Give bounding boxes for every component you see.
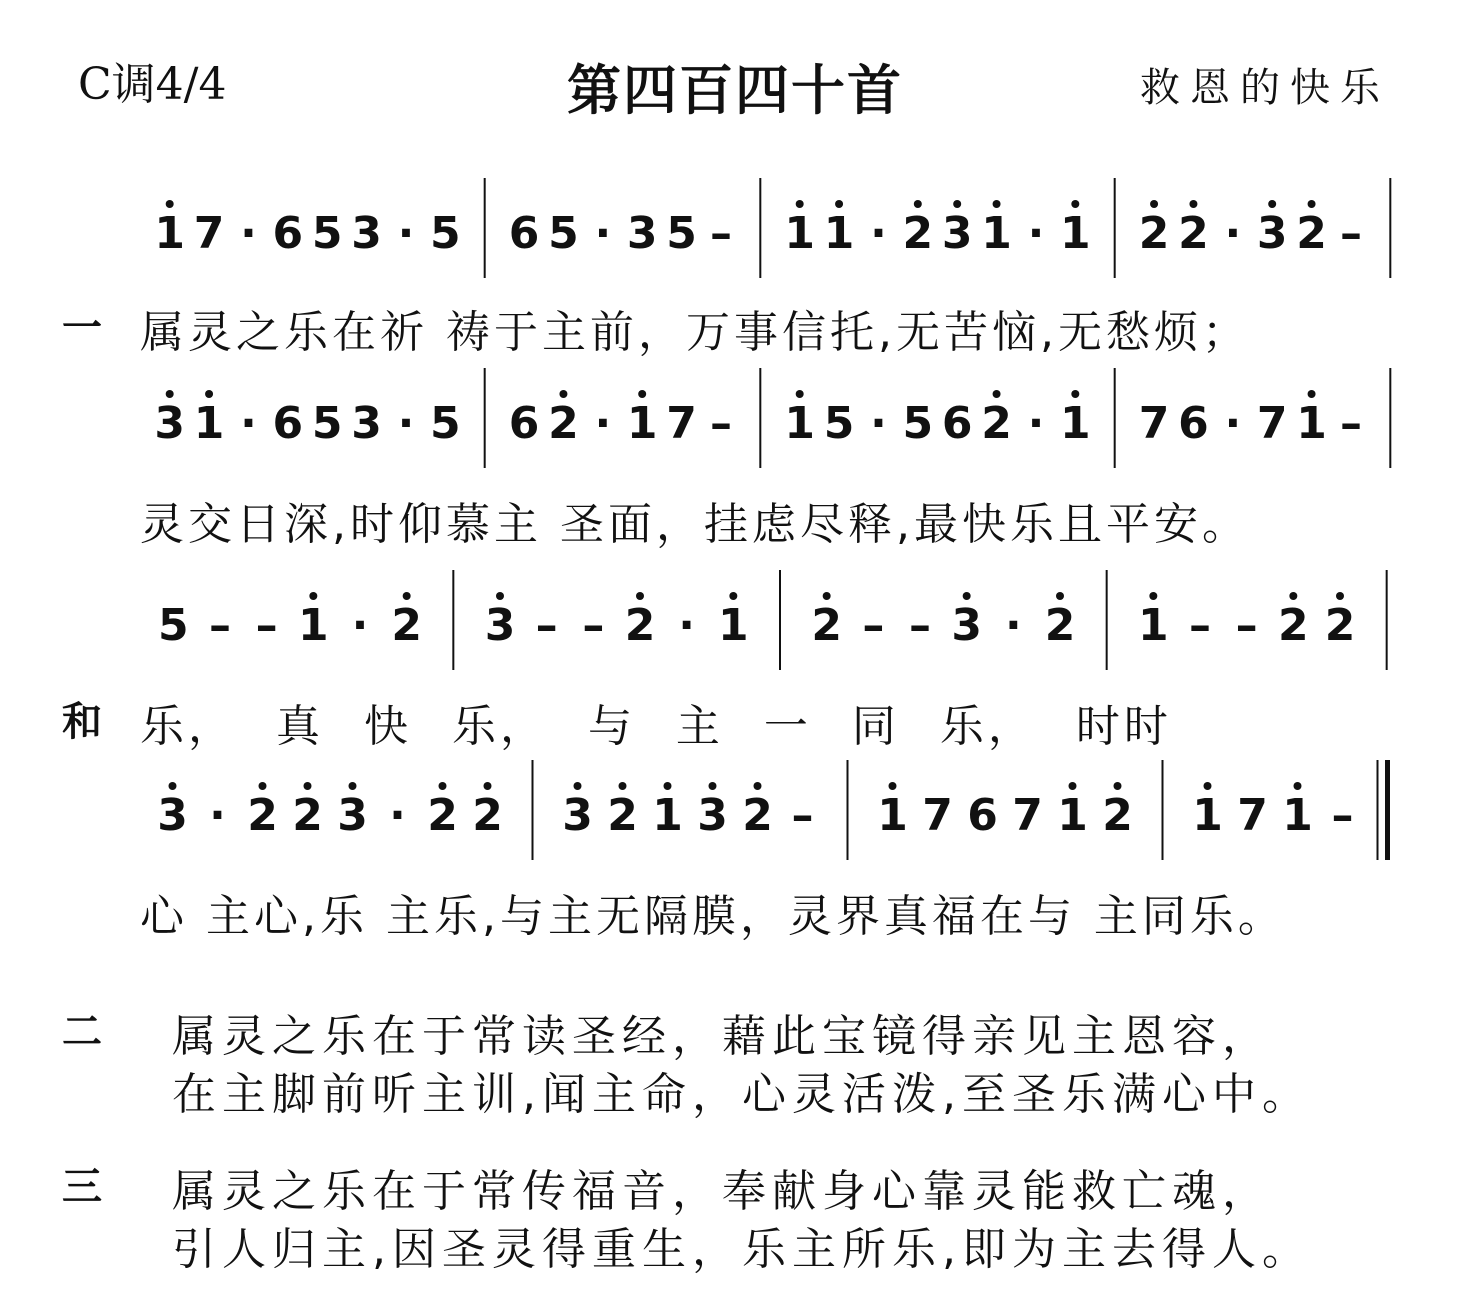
note: 1 bbox=[823, 208, 855, 259]
octave-dot bbox=[889, 782, 897, 790]
note: 6 bbox=[272, 398, 304, 449]
note: 2 bbox=[981, 398, 1012, 449]
note: 1 bbox=[784, 398, 815, 449]
note: 3 bbox=[351, 398, 382, 449]
octave-dot bbox=[1268, 200, 1276, 208]
note: – bbox=[1189, 600, 1211, 651]
note: · bbox=[1224, 208, 1242, 259]
note: 5 bbox=[430, 208, 461, 259]
octave-dot bbox=[439, 782, 447, 790]
note: 2 bbox=[548, 398, 579, 449]
note: 1 bbox=[981, 208, 1012, 259]
note: 3 bbox=[1256, 208, 1288, 259]
lyrics-line-4: 心 主心,乐 主乐,与主无隔膜，灵界真福在与 主同乐。 bbox=[140, 891, 1286, 942]
note: 6 bbox=[508, 208, 540, 259]
note: 2 bbox=[247, 790, 278, 841]
note: – bbox=[209, 600, 231, 651]
hymn-subtitle: 救恩的快乐 bbox=[1140, 65, 1390, 111]
note: 5 bbox=[430, 398, 461, 449]
note: 2 bbox=[742, 790, 773, 841]
note: 1 bbox=[1282, 790, 1313, 841]
note: 7 bbox=[666, 398, 697, 449]
note: – bbox=[1339, 398, 1362, 449]
note: · bbox=[351, 600, 369, 651]
note: 1 bbox=[1057, 790, 1088, 841]
lyrics-line-3: 乐， 真 快 乐， 与 主 一 同 乐， 时时 bbox=[140, 701, 1172, 752]
note: 1 bbox=[1296, 398, 1327, 449]
note: 2 bbox=[902, 208, 934, 259]
octave-dot bbox=[1204, 782, 1212, 790]
note: 1 bbox=[652, 790, 683, 841]
octave-dot bbox=[1189, 200, 1197, 208]
verse-three-line-2: 引人归主,因圣灵得重生，乐主所乐,即为主去得人。 bbox=[172, 1224, 1312, 1275]
octave-dot bbox=[304, 782, 312, 790]
note: 5 bbox=[311, 208, 343, 259]
verse-three-line-1: 属灵之乐在于常传福音，奉献身心靠灵能救亡魂， bbox=[172, 1166, 1272, 1217]
note: 6 bbox=[508, 398, 540, 449]
octave-dot bbox=[796, 200, 804, 208]
note: 2 bbox=[624, 600, 656, 651]
note: 2 bbox=[607, 790, 638, 841]
note: 7 bbox=[1138, 398, 1170, 449]
note: 2 bbox=[1102, 790, 1133, 841]
note: 3 bbox=[951, 600, 982, 651]
note: 1 bbox=[877, 790, 908, 841]
verse-two-line-1: 属灵之乐在于常读圣经，藉此宝镜得亲见主恩容， bbox=[172, 1011, 1272, 1062]
octave-dot bbox=[664, 782, 672, 790]
note: 7 bbox=[1256, 398, 1288, 449]
note: – bbox=[1235, 600, 1258, 651]
octave-dot bbox=[1069, 782, 1077, 790]
note: – bbox=[582, 600, 605, 651]
note: 5 bbox=[823, 398, 855, 449]
note: · bbox=[389, 790, 406, 841]
note: 5 bbox=[548, 208, 579, 259]
octave-dot bbox=[484, 782, 492, 790]
octave-dot bbox=[1114, 782, 1122, 790]
note: 1 bbox=[1060, 208, 1091, 259]
note: 1 bbox=[193, 398, 225, 449]
note: 1 bbox=[154, 208, 185, 259]
note: 1 bbox=[718, 600, 749, 651]
note: 2 bbox=[1278, 600, 1309, 651]
note: 2 bbox=[1138, 208, 1170, 259]
octave-dot bbox=[729, 592, 737, 600]
note: 1 bbox=[784, 208, 815, 259]
note: · bbox=[870, 398, 887, 449]
note: 3 bbox=[157, 790, 188, 841]
octave-dot bbox=[1071, 390, 1079, 398]
octave-dot bbox=[559, 390, 567, 398]
note: 5 bbox=[311, 398, 343, 449]
octave-dot bbox=[1294, 782, 1302, 790]
note: 7 bbox=[1012, 790, 1043, 841]
octave-dot bbox=[754, 782, 762, 790]
octave-dot bbox=[309, 592, 317, 600]
note: 5 bbox=[666, 208, 697, 259]
note: – bbox=[709, 398, 732, 449]
verse-two-line-2: 在主脚前听主训,闻主命，心灵活泼,至圣乐满心中。 bbox=[172, 1069, 1312, 1120]
octave-dot bbox=[205, 390, 213, 398]
octave-dot bbox=[823, 592, 831, 600]
octave-dot bbox=[953, 200, 961, 208]
octave-dot bbox=[1071, 200, 1079, 208]
note: 1 bbox=[298, 600, 329, 651]
octave-dot bbox=[993, 200, 1001, 208]
octave-dot bbox=[1149, 592, 1157, 600]
verse-label-three: 三 bbox=[62, 1164, 102, 1210]
note: 5 bbox=[902, 398, 934, 449]
note: · bbox=[397, 398, 415, 449]
note: 7 bbox=[922, 790, 953, 841]
octave-dot bbox=[993, 390, 1001, 398]
note: – bbox=[909, 600, 931, 651]
verse-label-one: 一 bbox=[62, 305, 102, 351]
octave-dot bbox=[349, 782, 357, 790]
note: – bbox=[791, 790, 814, 841]
note: · bbox=[209, 790, 226, 841]
octave-dot bbox=[963, 592, 971, 600]
octave-dot bbox=[1056, 592, 1064, 600]
note: 6 bbox=[967, 790, 998, 841]
note: · bbox=[397, 208, 415, 259]
note: 7 bbox=[1237, 790, 1268, 841]
note: · bbox=[1224, 398, 1242, 449]
note: · bbox=[1027, 398, 1045, 449]
note: 2 bbox=[472, 790, 503, 841]
note: · bbox=[1004, 600, 1022, 651]
note: 2 bbox=[1178, 208, 1209, 259]
note: 3 bbox=[337, 790, 368, 841]
octave-dot bbox=[496, 592, 504, 600]
octave-dot bbox=[636, 592, 644, 600]
octave-dot bbox=[1308, 200, 1316, 208]
note: 1 bbox=[1060, 398, 1091, 449]
note: 1 bbox=[1138, 600, 1169, 651]
note: 3 bbox=[626, 208, 658, 259]
note: 6 bbox=[272, 208, 304, 259]
octave-dot bbox=[1289, 592, 1297, 600]
note: 2 bbox=[1324, 600, 1356, 651]
note: 6 bbox=[1178, 398, 1209, 449]
note: – bbox=[1339, 208, 1362, 259]
note: 2 bbox=[811, 600, 842, 651]
note: 3 bbox=[562, 790, 593, 841]
note: · bbox=[594, 208, 612, 259]
note: 3 bbox=[351, 208, 382, 259]
octave-dot bbox=[166, 200, 174, 208]
note: – bbox=[255, 600, 278, 651]
verse-label-two: 二 bbox=[62, 1009, 102, 1055]
note: 6 bbox=[941, 398, 973, 449]
note: · bbox=[870, 208, 887, 259]
note: 7 bbox=[193, 208, 225, 259]
note: – bbox=[709, 208, 732, 259]
note: · bbox=[240, 208, 257, 259]
note: 2 bbox=[292, 790, 323, 841]
octave-dot bbox=[709, 782, 717, 790]
note: 3 bbox=[484, 600, 516, 651]
note: 3 bbox=[154, 398, 185, 449]
note: – bbox=[1331, 790, 1354, 841]
octave-dot bbox=[914, 200, 922, 208]
note: 2 bbox=[1296, 208, 1327, 259]
octave-dot bbox=[1336, 592, 1344, 600]
key-signature: C调4/4 bbox=[78, 59, 227, 110]
refrain-label: 和 bbox=[62, 699, 102, 745]
note: 1 bbox=[626, 398, 658, 449]
note: 5 bbox=[158, 600, 189, 651]
octave-dot bbox=[403, 592, 411, 600]
lyrics-line-1: 属灵之乐在祈 祷于主前，万事信托,无苦恼,无愁烦； bbox=[140, 307, 1250, 358]
note: – bbox=[535, 600, 558, 651]
note: – bbox=[862, 600, 885, 651]
hymn-title: 第四百四十首 bbox=[567, 59, 903, 122]
lyrics-line-2: 灵交日深,时仰慕主 圣面，挂虑尽释,最快乐且平安。 bbox=[140, 499, 1250, 550]
note: · bbox=[1027, 208, 1045, 259]
note: · bbox=[594, 398, 612, 449]
note: · bbox=[678, 600, 696, 651]
octave-dot bbox=[574, 782, 582, 790]
note: 1 bbox=[1192, 790, 1223, 841]
octave-dot bbox=[169, 782, 177, 790]
note: 2 bbox=[427, 790, 458, 841]
octave-dot bbox=[166, 390, 174, 398]
octave-dot bbox=[1150, 200, 1158, 208]
octave-dot bbox=[259, 782, 267, 790]
note: · bbox=[240, 398, 257, 449]
octave-dot bbox=[619, 782, 627, 790]
note: 3 bbox=[697, 790, 728, 841]
octave-dot bbox=[796, 390, 804, 398]
note: 2 bbox=[391, 600, 422, 651]
octave-dot bbox=[1308, 390, 1316, 398]
octave-dot bbox=[638, 390, 646, 398]
octave-dot bbox=[835, 200, 843, 208]
note: 2 bbox=[1044, 600, 1076, 651]
note: 3 bbox=[941, 208, 973, 259]
